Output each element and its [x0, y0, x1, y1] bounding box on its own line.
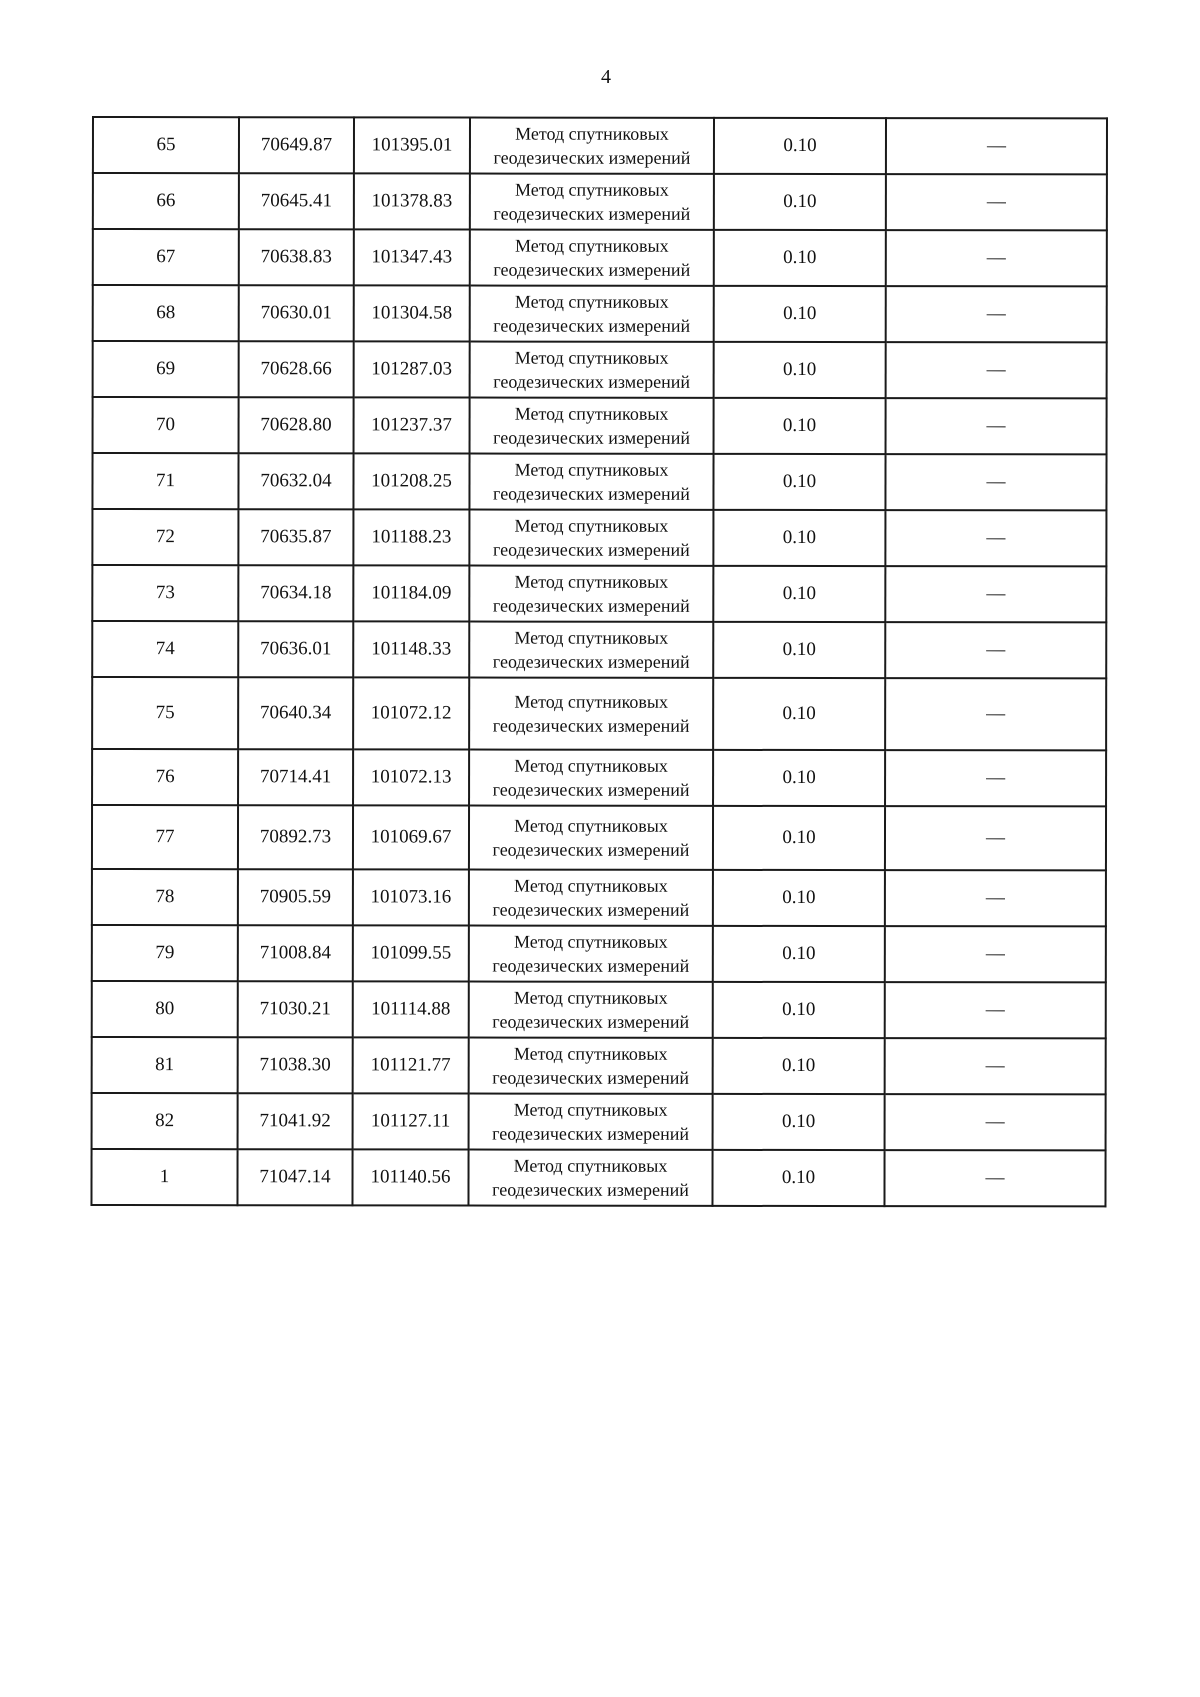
note-cell: —: [886, 286, 1107, 342]
y-coordinate-cell: 101069.67: [353, 805, 469, 869]
table-row: [93, 285, 1107, 342]
accuracy-cell: 0.10: [713, 566, 885, 622]
method-line-2: геодезических измерений: [493, 203, 691, 224]
y-coordinate-cell: 101121.77: [353, 1037, 469, 1093]
x-coordinate-cell: 70634.18: [238, 565, 353, 621]
method-line-2: геодезических измерений: [492, 539, 690, 560]
method-line-1: Метод спутниковых: [514, 347, 669, 368]
note-cell: —: [885, 926, 1106, 982]
method-line-1: Метод спутниковых: [513, 931, 668, 952]
table-row: [92, 453, 1106, 510]
y-coordinate-cell: 101208.25: [353, 453, 469, 509]
x-coordinate-cell: 70892.73: [238, 805, 353, 869]
page-number: 4: [601, 66, 611, 88]
table-row: [93, 229, 1107, 286]
method-line-1: Метод спутниковых: [514, 627, 669, 648]
y-coordinate-cell: 101140.56: [352, 1149, 468, 1205]
table-row: [91, 1149, 1105, 1206]
x-coordinate-cell: 71041.92: [238, 1093, 353, 1149]
coordinates-table-body: [91, 117, 1107, 1206]
point-number-cell: 73: [92, 565, 238, 621]
table-row: [92, 677, 1106, 750]
method-line-2: геодезических измерений: [493, 315, 691, 336]
point-number-cell: 72: [92, 509, 238, 565]
table-row: [93, 117, 1107, 174]
x-coordinate-cell: 71008.84: [238, 925, 353, 981]
accuracy-cell: 0.10: [712, 1150, 884, 1206]
table-row: [92, 805, 1106, 870]
method-cell: [469, 510, 713, 566]
table-row: [93, 341, 1107, 398]
method-cell: [470, 118, 714, 174]
note-cell: —: [885, 1094, 1106, 1150]
table-row: [92, 925, 1106, 982]
x-coordinate-cell: 70649.87: [239, 117, 354, 173]
point-number-cell: 82: [92, 1093, 238, 1149]
method-cell: [469, 566, 713, 622]
method-cell: [469, 982, 713, 1038]
method-line-2: геодезических измерений: [492, 595, 690, 616]
note-cell: —: [885, 806, 1106, 870]
y-coordinate-cell: 101072.12: [353, 677, 469, 749]
y-coordinate-cell: 101148.33: [353, 621, 469, 677]
accuracy-cell: 0.10: [713, 454, 885, 510]
accuracy-cell: 0.10: [713, 1038, 885, 1094]
method-cell: [470, 174, 714, 230]
table-row: [92, 869, 1106, 926]
y-coordinate-cell: 101127.11: [353, 1093, 469, 1149]
point-number-cell: 67: [93, 229, 239, 285]
y-coordinate-cell: 101188.23: [353, 509, 469, 565]
point-number-cell: 1: [91, 1149, 237, 1205]
note-cell: —: [885, 750, 1106, 806]
accuracy-cell: 0.10: [714, 118, 886, 174]
method-cell: [469, 454, 713, 510]
x-coordinate-cell: 70645.41: [239, 173, 354, 229]
y-coordinate-cell: 101237.37: [354, 397, 470, 453]
y-coordinate-cell: 101072.13: [353, 749, 469, 805]
x-coordinate-cell: 71038.30: [238, 1037, 353, 1093]
method-line-1: Метод спутниковых: [513, 1043, 668, 1064]
accuracy-cell: 0.10: [713, 1094, 885, 1150]
accuracy-cell: 0.10: [713, 750, 885, 806]
method-line-1: Метод спутниковых: [514, 875, 668, 896]
method-line-2: геодезических измерений: [492, 779, 690, 800]
x-coordinate-cell: 71047.14: [237, 1149, 352, 1205]
method-line-1: Метод спутниковых: [514, 291, 669, 312]
method-cell: [469, 870, 713, 926]
x-coordinate-cell: 70630.01: [239, 285, 354, 341]
x-coordinate-cell: 70638.83: [239, 229, 354, 285]
method-line-1: Метод спутниковых: [513, 987, 668, 1008]
x-coordinate-cell: 70714.41: [238, 749, 353, 805]
method-line-2: геодезических измерений: [493, 147, 691, 168]
method-cell: [470, 398, 714, 454]
note-cell: —: [885, 870, 1106, 926]
method-cell: [469, 750, 713, 806]
note-cell: —: [885, 622, 1106, 678]
x-coordinate-cell: 71030.21: [238, 981, 353, 1037]
method-cell: [469, 926, 713, 982]
note-cell: —: [886, 342, 1107, 398]
y-coordinate-cell: 101347.43: [354, 229, 470, 285]
accuracy-cell: 0.10: [714, 174, 886, 230]
accuracy-cell: 0.10: [714, 398, 886, 454]
accuracy-cell: 0.10: [713, 806, 885, 870]
method-line-2: геодезических измерений: [493, 371, 691, 392]
method-cell: [469, 806, 713, 870]
method-line-1: Метод спутниковых: [514, 515, 669, 536]
method-cell: [469, 678, 713, 750]
method-line-2: геодезических измерений: [492, 839, 690, 860]
accuracy-cell: 0.10: [713, 982, 885, 1038]
y-coordinate-cell: 101304.58: [354, 285, 470, 341]
x-coordinate-cell: 70628.80: [239, 397, 354, 453]
point-number-cell: 74: [92, 621, 238, 677]
x-coordinate-cell: 70632.04: [238, 453, 353, 509]
method-line-1: Метод спутниковых: [513, 1099, 668, 1120]
table-row: [92, 749, 1106, 806]
method-cell: [470, 342, 714, 398]
note-cell: —: [886, 230, 1107, 286]
x-coordinate-cell: 70636.01: [238, 621, 353, 677]
method-cell: [470, 230, 714, 286]
note-cell: —: [885, 1038, 1106, 1094]
point-number-cell: 70: [93, 397, 239, 453]
x-coordinate-cell: 70635.87: [238, 509, 353, 565]
method-line-1: Метод спутниковых: [515, 179, 669, 200]
point-number-cell: 71: [92, 453, 238, 509]
point-number-cell: 69: [93, 341, 239, 397]
accuracy-cell: 0.10: [713, 870, 885, 926]
note-cell: —: [884, 1150, 1105, 1206]
method-line-2: геодезических измерений: [492, 715, 690, 736]
table-row: [92, 981, 1106, 1038]
table-row: [93, 173, 1107, 230]
coordinates-table: [90, 116, 1108, 1207]
method-line-2: геодезических измерений: [492, 1179, 689, 1200]
method-line-2: геодезических измерений: [493, 259, 691, 280]
point-number-cell: 68: [93, 285, 239, 341]
note-cell: —: [885, 454, 1106, 510]
method-line-2: геодезических измерений: [492, 955, 690, 976]
point-number-cell: 76: [92, 749, 238, 805]
point-number-cell: 66: [93, 173, 239, 229]
y-coordinate-cell: 101378.83: [354, 173, 470, 229]
y-coordinate-cell: 101184.09: [353, 565, 469, 621]
method-cell: [470, 286, 714, 342]
point-number-cell: 79: [92, 925, 238, 981]
note-cell: —: [885, 678, 1106, 750]
y-coordinate-cell: 101395.01: [354, 117, 470, 173]
point-number-cell: 80: [92, 981, 238, 1037]
method-line-1: Метод спутниковых: [514, 235, 669, 256]
method-line-2: геодезических измерений: [492, 899, 690, 920]
note-cell: —: [885, 510, 1106, 566]
method-line-1: Метод спутниковых: [514, 691, 669, 712]
point-number-cell: 65: [93, 117, 239, 173]
method-line-2: геодезических измерений: [492, 651, 690, 672]
point-number-cell: 81: [92, 1037, 238, 1093]
y-coordinate-cell: 101287.03: [354, 341, 470, 397]
y-coordinate-cell: 101099.55: [353, 925, 469, 981]
method-line-1: Метод спутниковых: [513, 1155, 668, 1176]
table-row: [92, 1037, 1106, 1094]
method-line-1: Метод спутниковых: [514, 459, 669, 480]
x-coordinate-cell: 70640.34: [238, 677, 353, 749]
method-cell: [469, 1038, 713, 1094]
method-line-2: геодезических измерений: [492, 1011, 690, 1032]
point-number-cell: 77: [92, 805, 238, 869]
y-coordinate-cell: 101073.16: [353, 869, 469, 925]
method-line-1: Метод спутниковых: [514, 403, 669, 424]
note-cell: —: [885, 566, 1106, 622]
method-line-2: геодезических измерений: [492, 1067, 690, 1088]
note-cell: —: [886, 118, 1107, 174]
accuracy-cell: 0.10: [713, 510, 885, 566]
note-cell: —: [886, 174, 1107, 230]
point-number-cell: 78: [92, 869, 238, 925]
accuracy-cell: 0.10: [714, 342, 886, 398]
table-row: [93, 397, 1107, 454]
method-line-1: Метод спутниковых: [514, 815, 668, 836]
x-coordinate-cell: 70905.59: [238, 869, 353, 925]
accuracy-cell: 0.10: [714, 230, 886, 286]
method-line-1: Метод спутниковых: [515, 123, 669, 144]
method-line-2: геодезических измерений: [493, 427, 690, 448]
method-cell: [469, 1094, 713, 1150]
accuracy-cell: 0.10: [714, 286, 886, 342]
method-line-2: геодезических измерений: [492, 1123, 690, 1144]
accuracy-cell: 0.10: [713, 678, 885, 750]
accuracy-cell: 0.10: [713, 622, 885, 678]
accuracy-cell: 0.10: [713, 926, 885, 982]
table-row: [92, 565, 1106, 622]
point-number-cell: 75: [92, 677, 238, 749]
method-line-1: Метод спутниковых: [514, 755, 668, 776]
method-cell: [469, 622, 713, 678]
y-coordinate-cell: 101114.88: [353, 981, 469, 1037]
table-row: [92, 1093, 1106, 1150]
table-row: [92, 621, 1106, 678]
note-cell: —: [886, 398, 1107, 454]
note-cell: —: [885, 982, 1106, 1038]
method-line-2: геодезических измерений: [493, 483, 690, 504]
x-coordinate-cell: 70628.66: [239, 341, 354, 397]
method-line-1: Метод спутниковых: [514, 571, 669, 592]
table-row: [92, 509, 1106, 566]
method-cell: [468, 1150, 712, 1206]
